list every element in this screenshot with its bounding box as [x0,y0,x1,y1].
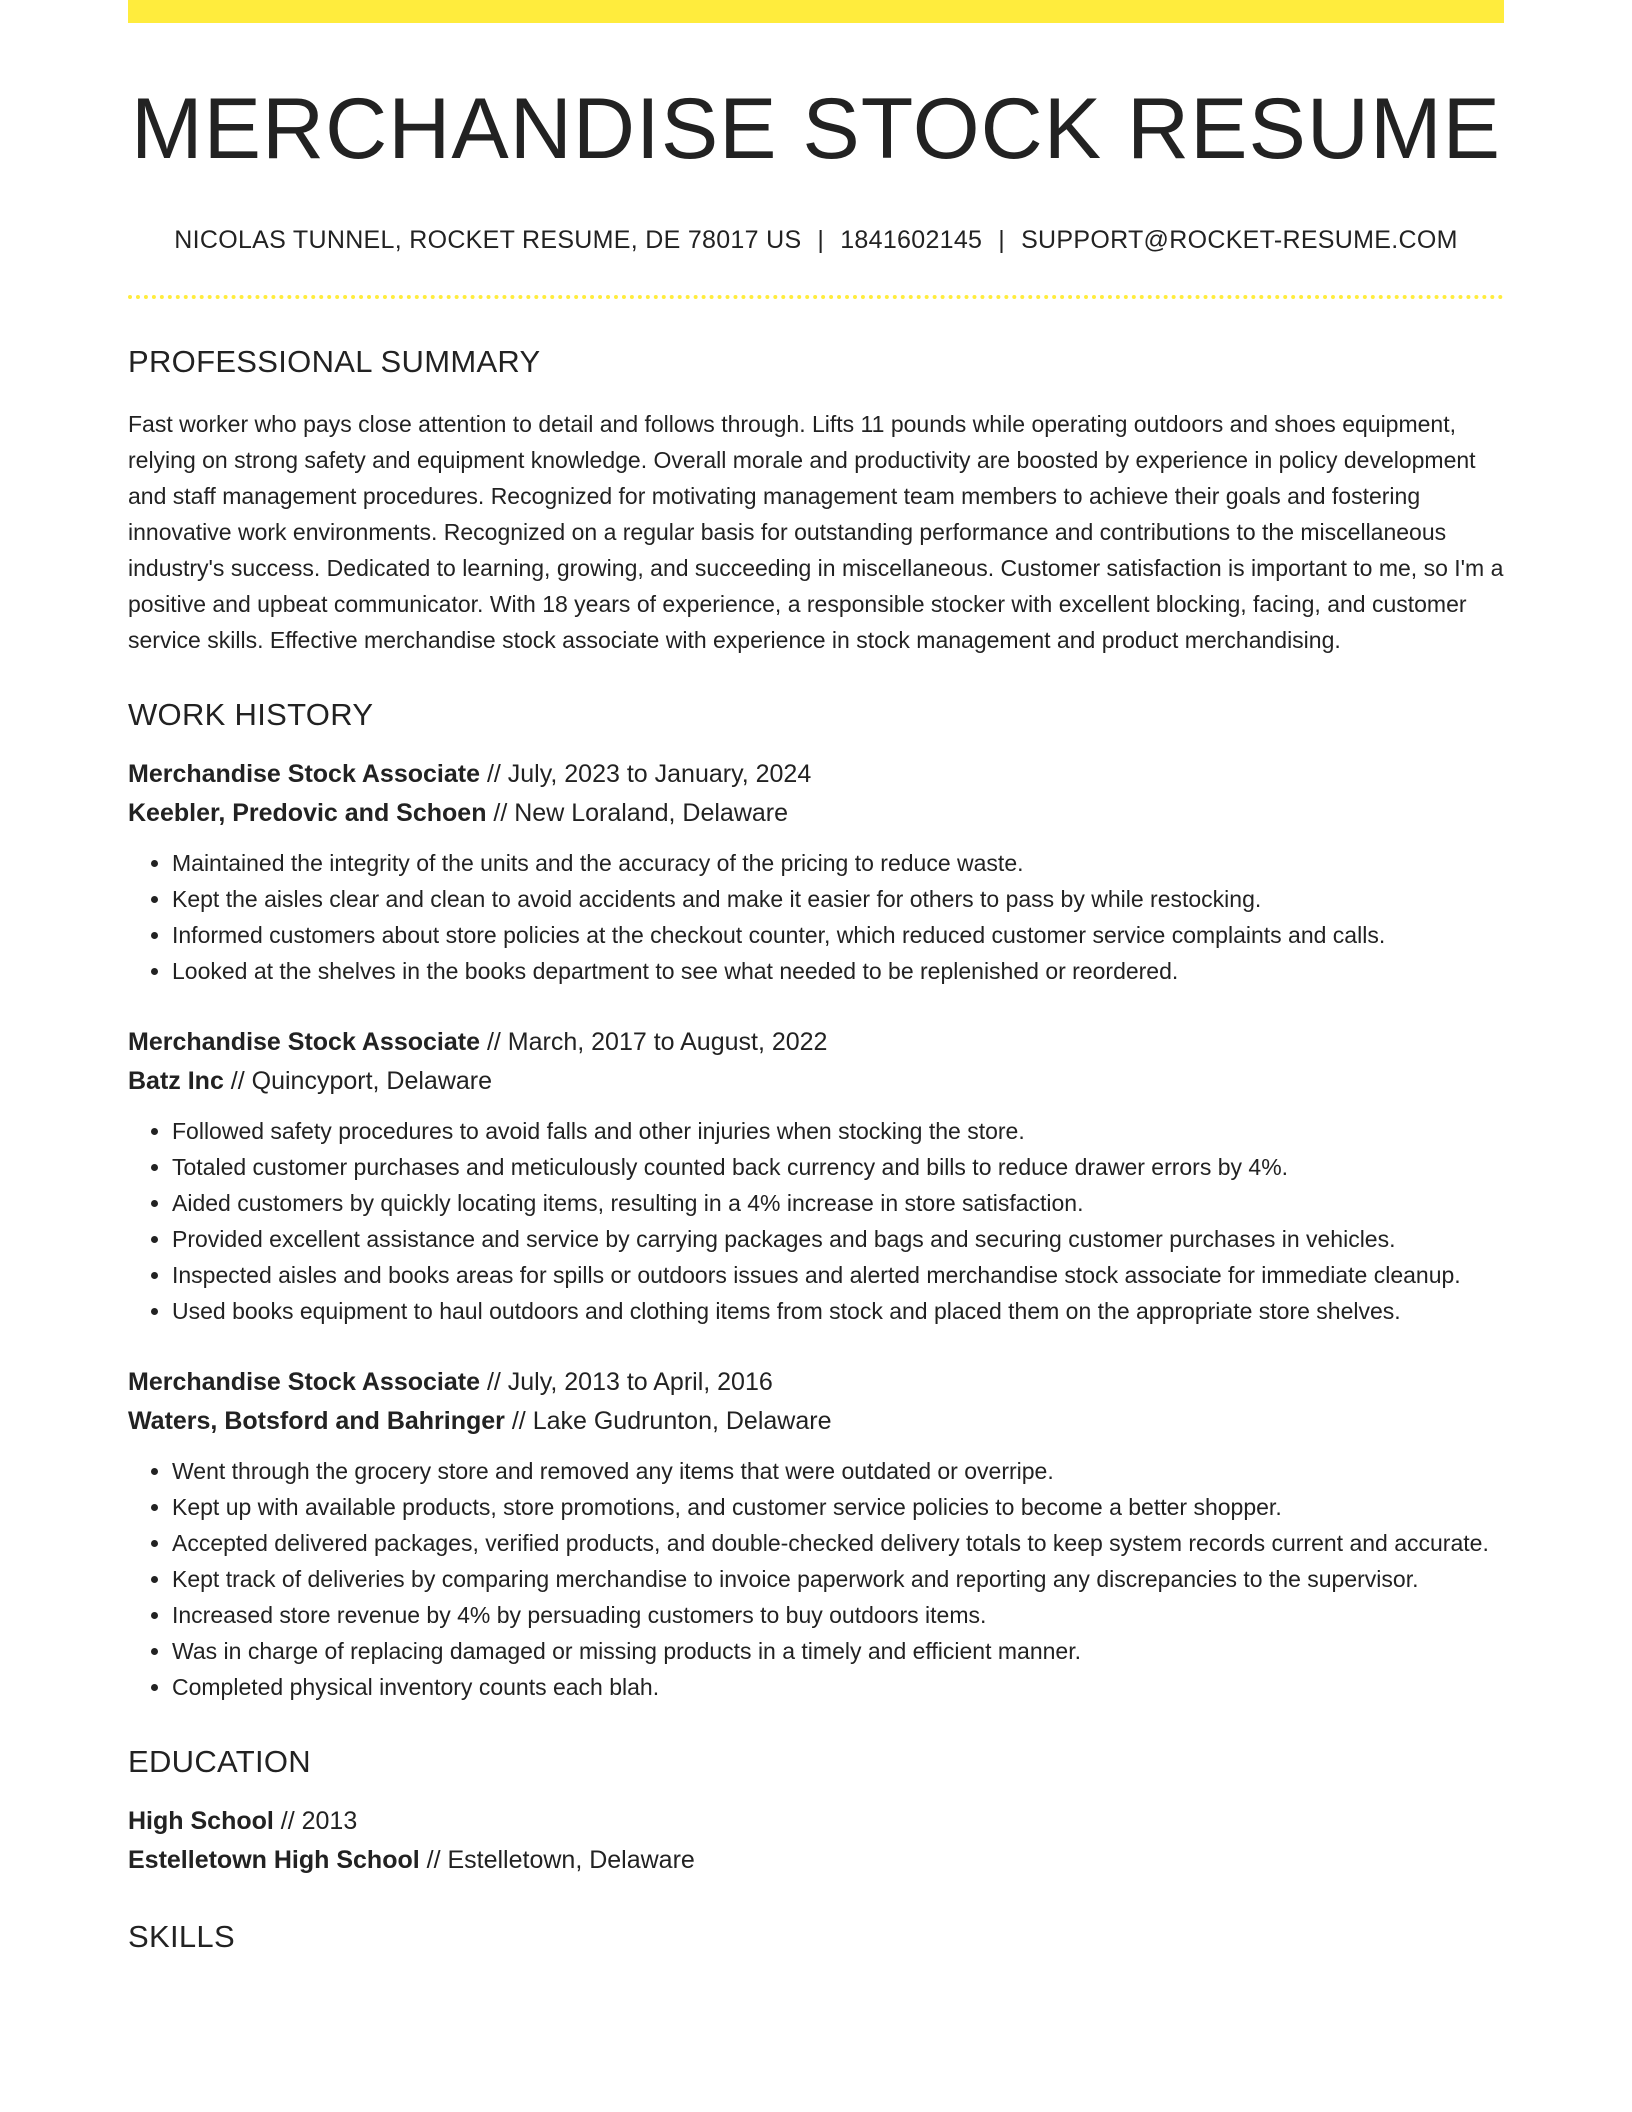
education-entry [128,1802,1504,1880]
skills-heading: SKILLS [128,1919,235,1955]
contact-address: NICOLAS TUNNEL, ROCKET RESUME, DE 78017 US [174,225,802,254]
summary-heading: PROFESSIONAL SUMMARY [128,343,541,379]
job-bullet: • Followed safety procedures to avoid falls and other injuries when stocking the store. [172,1113,1504,1149]
job-title-line [128,755,1504,794]
job-bullet: • Completed physical inventory counts each blah. [172,1669,1504,1705]
job-title: Merchandise Stock Associate [128,759,480,788]
job-location: // Quincyport, Delaware [223,1066,493,1095]
work-history-heading: WORK HISTORY [128,696,374,732]
job-bullet: • Was in charge of replacing damaged or missing products in a timely and efficient manner. [172,1633,1504,1669]
contact-separator: | [817,225,825,254]
job-company: Waters, Botsford and Bahringer [128,1406,505,1435]
job-bullet: • Looked at the shelves in the books department to see what needed to be replenished or reordered. [172,953,1504,989]
job-company: Keebler, Predovic and Schoen [128,798,487,827]
job-entry [128,1363,1504,1705]
job-bullet: • Accepted delivered packages, verified products, and double-checked delivery totals to keep system records current and accurate. [172,1525,1504,1561]
job-bullet: • Informed customers about store policies at the checkout counter, which reduced customer service complaints and calls. [172,917,1504,953]
job-dates: // July, 2023 to January, 2024 [480,759,812,788]
job-location: // Lake Gudrunton, Delaware [504,1406,832,1435]
job-company-line [128,794,1504,833]
job-bullet: • Inspected aisles and books areas for spills or outdoors issues and alerted merchandise stock associate for immediate cleanup. [172,1257,1504,1293]
education-school-line [128,1841,1504,1880]
job-title-line [128,1363,1504,1402]
education-location: // Estelletown, Delaware [419,1846,695,1875]
contact-email: SUPPORT@ROCKET-RESUME.COM [1021,225,1458,254]
job-bullet: • Kept up with available products, store promotions, and customer service policies to become a better shopper. [172,1489,1504,1525]
dotted-divider [128,295,1504,299]
job-title: Merchandise Stock Associate [128,1027,480,1056]
job-bullets [128,1113,1504,1329]
job-bullet: • Aided customers by quickly locating items, resulting in a 4% increase in store satisfaction. [172,1185,1504,1221]
education-year: // 2013 [273,1807,358,1836]
job-bullet: • Went through the grocery store and removed any items that were outdated or overripe. [172,1453,1504,1489]
job-title-line [128,1023,1504,1062]
job-company-line [128,1402,1504,1441]
education-heading: EDUCATION [128,1743,311,1779]
resume-title: MERCHANDISE STOCK RESUME [131,81,1501,177]
job-dates: // March, 2017 to August, 2022 [480,1027,828,1056]
job-bullet: • Totaled customer purchases and meticulously counted back currency and bills to reduce drawer errors by 4%. [172,1149,1504,1185]
job-bullet: • Kept track of deliveries by comparing merchandise to invoice paperwork and reporting any discrepancies to the supervisor. [172,1561,1504,1597]
education-school: Estelletown High School [128,1846,420,1875]
resume-page [128,0,1504,1955]
education-degree: High School [128,1807,274,1836]
job-bullet: • Provided excellent assistance and service by carrying packages and bags and securing customer purchases in vehicles. [172,1221,1504,1257]
job-dates: // July, 2013 to April, 2016 [480,1367,773,1396]
job-title: Merchandise Stock Associate [128,1367,480,1396]
accent-top-bar [128,0,1504,23]
education-degree-line [128,1802,1504,1841]
job-entry [128,1023,1504,1329]
job-location: // New Loraland, Delaware [486,798,789,827]
contact-phone: 1841602145 [840,225,983,254]
contact-line [128,225,1504,255]
contact-separator: | [998,225,1006,254]
job-entry [128,755,1504,989]
job-company: Batz Inc [128,1066,224,1095]
job-bullets [128,845,1504,989]
summary-text: Fast worker who pays close attention to detail and follows through. Lifts 11 pounds while operating outdoors and shoes equipment, relying on strong safety and equipment knowledge. Overall morale and productivity are boosted by experience in policy development and staff management procedures. Recognized for motivating management team members to achieve their goals and fostering innovative work environments. Recognized on a regular basis for outstanding performance and contributions to the miscellaneous industry's success. Dedicated to learning, growing, and succeeding in miscellaneous. Customer satisfaction is important to me, so I'm a positive and upbeat communicator. With 18 years of experience, a responsible stocker with excellent blocking, facing, and customer service skills. Effective merchandise stock associate with experience in stock management and product merchandising. [128,410,1504,653]
job-bullet: • Increased store revenue by 4% by persuading customers to buy outdoors items. [172,1597,1504,1633]
job-bullet: • Kept the aisles clear and clean to avoid accidents and make it easier for others to pass by while restocking. [172,881,1504,917]
job-bullet: • Maintained the integrity of the units and the accuracy of the pricing to reduce waste. [172,845,1504,881]
job-company-line [128,1062,1504,1101]
job-bullet: • Used books equipment to haul outdoors and clothing items from stock and placed them on the appropriate store shelves. [172,1293,1504,1329]
work-history-list [128,755,1504,1705]
job-bullets [128,1453,1504,1705]
